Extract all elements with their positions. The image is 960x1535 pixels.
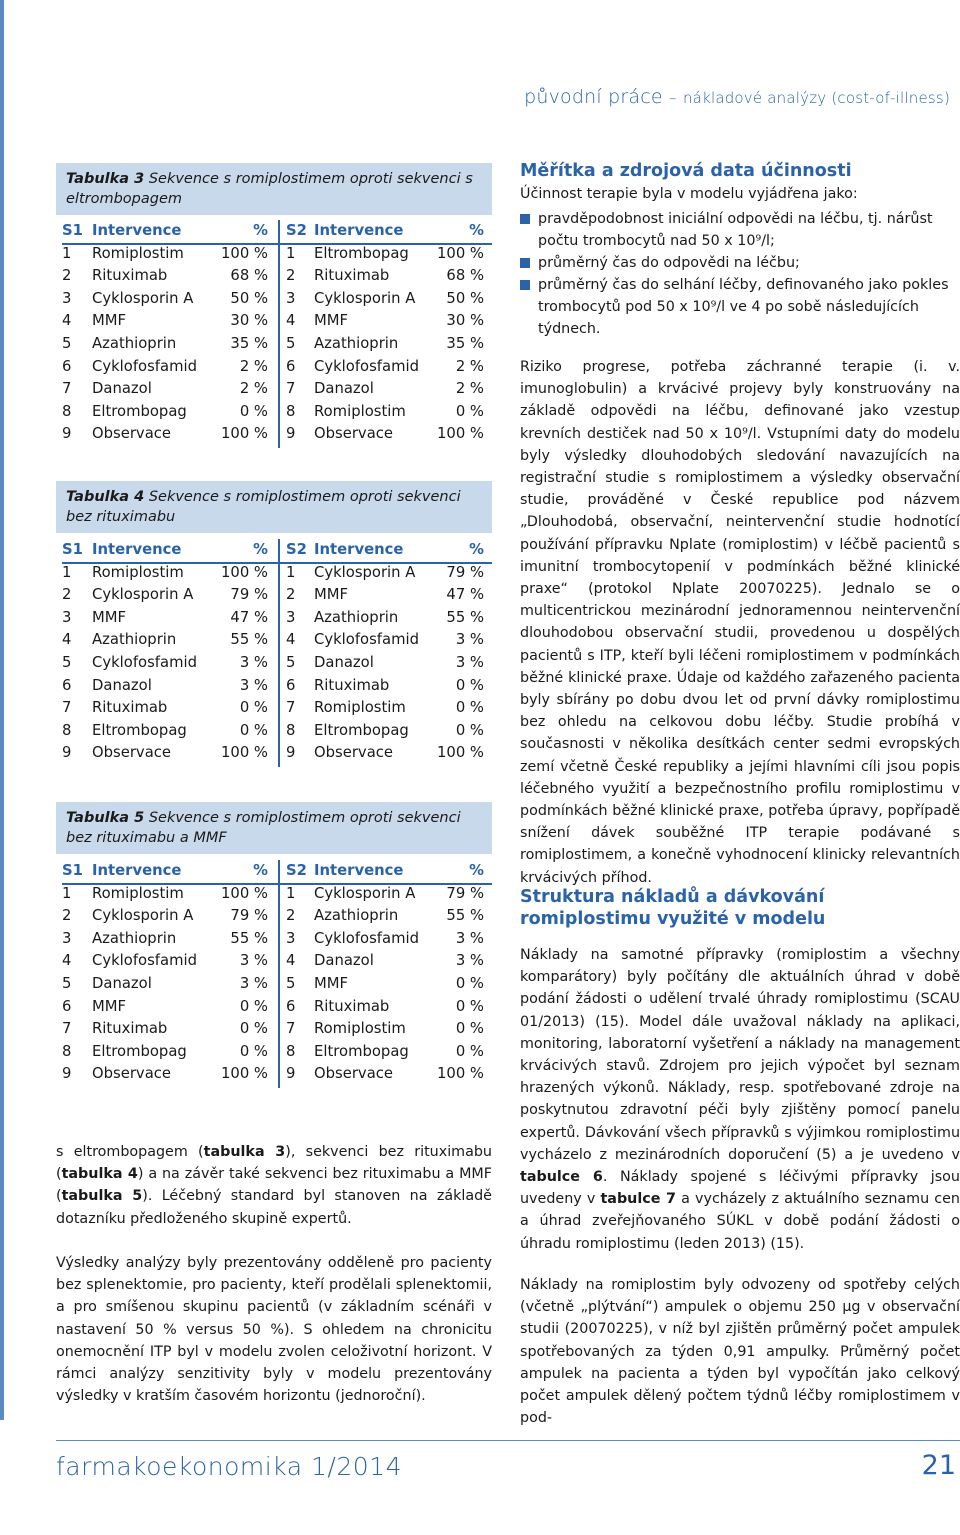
table-row xyxy=(62,652,484,675)
table-cell: 4 xyxy=(62,312,72,330)
page-number: 21 xyxy=(921,1450,956,1481)
table-cell: Rituximab xyxy=(92,267,168,285)
table-header-cell: % xyxy=(469,541,484,558)
table-cell: Eltrombopag xyxy=(314,721,409,739)
table3-header-rule-left xyxy=(62,243,282,245)
table-cell: 2 xyxy=(62,586,72,604)
table-cell: MMF xyxy=(314,586,349,604)
table-cell: Romiplostim xyxy=(92,244,184,262)
table-cell: 7 xyxy=(62,1020,72,1038)
table-cell: 9 xyxy=(286,425,296,443)
table-cell: 100 % xyxy=(220,563,268,581)
table-cell: 1 xyxy=(286,244,296,262)
table-cell: 3 % xyxy=(239,952,268,970)
table4-label: Tabulka 4 xyxy=(66,489,145,505)
table-cell: 2 % xyxy=(455,357,484,375)
table-cell: 79 % xyxy=(446,563,484,581)
table-cell: 100 % xyxy=(220,244,268,262)
table-cell: 6 xyxy=(62,676,72,694)
table-cell: Rituximab xyxy=(92,1020,168,1038)
table5-caption xyxy=(56,802,492,854)
table-row xyxy=(62,675,484,698)
table-cell: 3 % xyxy=(455,653,484,671)
table-cell: 1 xyxy=(286,563,296,581)
table-cell: Cyklosporin A xyxy=(92,289,194,307)
table-cell: Azathioprin xyxy=(314,334,399,352)
table-cell: 6 xyxy=(286,357,296,375)
table-cell: 3 % xyxy=(239,653,268,671)
ref-table3: tabulka 3 xyxy=(203,1144,286,1160)
header-dash: – xyxy=(669,89,677,107)
header-subsection: nákladové analýzy (cost-of-illness) xyxy=(682,89,950,107)
table-cell: 8 xyxy=(62,1042,72,1060)
page-header xyxy=(524,86,950,108)
table-row xyxy=(62,584,484,607)
table-cell: Azathioprin xyxy=(314,608,399,626)
table-cell: 1 xyxy=(62,563,72,581)
table-cell: MMF xyxy=(92,312,127,330)
table-header-cell: Intervence xyxy=(314,222,404,239)
table-cell: 5 xyxy=(62,974,72,992)
table-cell: 0 % xyxy=(455,974,484,992)
table-cell: 5 xyxy=(62,653,72,671)
bullet-item: průměrný čas do odpovědi na léčbu; xyxy=(520,252,960,274)
table4-divider xyxy=(278,539,280,767)
table-cell: 7 xyxy=(62,380,72,398)
footer-rule xyxy=(56,1440,960,1441)
table-cell: 2 xyxy=(286,907,296,925)
table-cell: Danazol xyxy=(314,952,374,970)
table-cell: 35 % xyxy=(230,334,268,352)
table-cell: MMF xyxy=(314,974,349,992)
table-cell: 0 % xyxy=(455,676,484,694)
table-cell: 9 xyxy=(62,744,72,762)
table-cell: 7 xyxy=(286,699,296,717)
table-cell: 6 xyxy=(286,676,296,694)
table-cell: 0 % xyxy=(455,699,484,717)
header-section: původní práce xyxy=(524,86,663,108)
table-row xyxy=(62,1063,484,1086)
table-cell: 3 xyxy=(286,608,296,626)
table-header-cell: Intervence xyxy=(92,222,182,239)
table-cell: Cyklofosfamid xyxy=(314,929,419,947)
table-cell: Azathioprin xyxy=(92,334,177,352)
table-header-row xyxy=(62,860,484,883)
table-row xyxy=(62,1018,484,1041)
table-header-cell: S2 xyxy=(286,541,307,558)
table-cell: 0 % xyxy=(239,1020,268,1038)
table-cell: 30 % xyxy=(446,312,484,330)
table-row xyxy=(62,562,484,585)
table-cell: 9 xyxy=(286,1065,296,1083)
table-row xyxy=(62,629,484,652)
table-cell: 79 % xyxy=(230,907,268,925)
table-cell: Azathioprin xyxy=(314,907,399,925)
table-cell: 7 xyxy=(286,380,296,398)
table-cell: 100 % xyxy=(220,425,268,443)
table-cell: Eltrombopag xyxy=(92,402,187,420)
table4-header-rule-right xyxy=(278,562,492,564)
table-cell: 0 % xyxy=(455,1020,484,1038)
table-row xyxy=(62,288,484,311)
table-cell: 50 % xyxy=(446,289,484,307)
table-cell: 1 xyxy=(62,244,72,262)
table3 xyxy=(62,220,484,446)
table-cell: 2 % xyxy=(239,380,268,398)
table-cell: Eltrombopag xyxy=(92,1042,187,1060)
table4-header-rule-left xyxy=(62,562,282,564)
ref-table4: tabulka 4 xyxy=(61,1166,138,1183)
table-row xyxy=(62,356,484,379)
bullet-square-icon xyxy=(520,258,530,268)
heading-cost-structure: Struktura nákladů a dávkování romiplostimu využité v modelu xyxy=(520,887,826,929)
table-cell: 8 xyxy=(62,402,72,420)
table-header-cell: % xyxy=(469,862,484,879)
table-cell: 4 xyxy=(62,631,72,649)
table-cell: Observace xyxy=(92,744,171,762)
table-cell: 8 xyxy=(286,721,296,739)
left-accent-bar xyxy=(0,0,4,1420)
table-cell: Azathioprin xyxy=(92,929,177,947)
table-cell: Cyklosporin A xyxy=(314,884,416,902)
left-paragraph-1: s eltrombopagem (tabulka 3), sekvenci bez rituximabu (tabulka 4) a na závěr také sekvenci bez rituximabu a MMF (tabulka 5). Léčebný standard byl stanoven na základě dotazníku předloženého skupině expertů. xyxy=(56,1144,492,1227)
table-cell: Danazol xyxy=(92,380,152,398)
table-row xyxy=(62,928,484,951)
table-cell: Cyklofosfamid xyxy=(92,952,197,970)
table-cell: Danazol xyxy=(314,653,374,671)
table-cell: Cyklofosfamid xyxy=(314,631,419,649)
table-cell: 0 % xyxy=(455,721,484,739)
table-cell: Cyklosporin A xyxy=(314,563,416,581)
table-header-cell: S2 xyxy=(286,862,307,879)
table-cell: 4 xyxy=(286,312,296,330)
table3-title: Sekvence s romiplostimem oproti sekvenci s eltrombopagem xyxy=(66,171,473,207)
table-cell: 50 % xyxy=(230,289,268,307)
table-cell: 7 xyxy=(62,699,72,717)
table-cell: Observace xyxy=(314,1065,393,1083)
table-cell: Romiplostim xyxy=(92,563,184,581)
table-cell: 3 xyxy=(62,289,72,307)
table-cell: 3 % xyxy=(239,974,268,992)
table-row xyxy=(62,310,484,333)
table-row xyxy=(62,697,484,720)
table-cell: 0 % xyxy=(455,402,484,420)
table-header-row xyxy=(62,220,484,243)
table-row xyxy=(62,423,484,446)
table-cell: 4 xyxy=(62,952,72,970)
table-cell: 2 xyxy=(62,267,72,285)
table-cell: Romiplostim xyxy=(314,402,406,420)
table4-caption xyxy=(56,481,492,533)
efficacy-intro: Účinnost terapie byla v modelu vyjádřena jako: xyxy=(520,186,858,202)
table-cell: MMF xyxy=(92,608,127,626)
table-cell: Romiplostim xyxy=(92,884,184,902)
table-cell: 3 % xyxy=(239,676,268,694)
table-cell: Observace xyxy=(314,425,393,443)
ref-table5: tabulka 5 xyxy=(61,1188,143,1205)
table-cell: 100 % xyxy=(220,884,268,902)
ref-table7: tabulce 7 xyxy=(600,1191,676,1208)
table-cell: 47 % xyxy=(446,586,484,604)
bullet-square-icon xyxy=(520,214,530,224)
table-row xyxy=(62,243,484,266)
table-cell: 3 xyxy=(286,929,296,947)
table4-title: Sekvence s romiplostimem oproti sekvenci bez rituximabu xyxy=(66,489,461,525)
table-cell: Observace xyxy=(92,1065,171,1083)
table-cell: 5 xyxy=(286,334,296,352)
table-cell: 2 xyxy=(62,907,72,925)
table-cell: 68 % xyxy=(446,267,484,285)
table-row xyxy=(62,401,484,424)
table-header-cell: Intervence xyxy=(314,541,404,558)
ref-table6: tabulce 6 xyxy=(520,1169,603,1186)
table-row xyxy=(62,973,484,996)
table-row xyxy=(62,905,484,928)
heading-efficacy: Měřítka a zdrojová data účinnosti xyxy=(520,161,852,181)
table5-label: Tabulka 5 xyxy=(66,810,145,826)
table-header-cell: S2 xyxy=(286,222,307,239)
table-cell: 0 % xyxy=(239,1042,268,1060)
table-cell: 3 xyxy=(62,608,72,626)
table-cell: Cyklofosfamid xyxy=(92,357,197,375)
left-paragraph-2: Výsledky analýzy byly prezentovány odděleně pro pacienty bez splenektomie, pro pacienty, kteří prodělali splenektomii, a pro smíšenou skupinu pacientů (v základním scénáři v nastavení 50 % versus 50 %). S ohledem na chronicitu onemocnění ITP byl v modelu zvolen celoživotní horizont. V rámci analýzy senzitivity byly v modelu prezentovány výsledky v kratším časovém horizontu (jednoroční). xyxy=(56,1255,492,1405)
table-cell: Cyklofosfamid xyxy=(314,357,419,375)
right-paragraph-2: Náklady na samotné přípravky (romiplostim a všechny komparátory) byly počítány dle aktuálních úhrad v době podání žádosti o udělení trvalé úhrady romiplostimu (SCAU 01/2013) (15). Model dále uvažoval náklady na aplikaci, monitoring, laboratorní vyšetření a náklady na management krvácivých stavů. Zdrojem pro jejich výpočet byl seznam hrazených výkonů. Náklady, resp. spotřebované zdroje na poskytnutou zdravotní péči byly zjištěny pomocí panelu expertů. Dávkování všech přípravků s výjimkou romiplostimu vycházelo z mezinárodních doporučení (5) a je uvedeno v tabulce 6. Náklady spojené s léčivými přípravky jsou uvedeny v tabulce 7 a vycházely z aktuálního seznamu cen a úhrad zveřejňovaného SÚKL v době podání žádosti o úhradu romiplostimu (leden 2013) (15). xyxy=(520,947,960,1252)
table-cell: 55 % xyxy=(446,907,484,925)
table-cell: 8 xyxy=(62,721,72,739)
table-cell: MMF xyxy=(314,312,349,330)
table-cell: 1 xyxy=(286,884,296,902)
table3-divider xyxy=(278,220,280,448)
table-header-cell: % xyxy=(469,222,484,239)
table-cell: 4 xyxy=(286,631,296,649)
table4 xyxy=(62,539,484,765)
table-cell: 3 xyxy=(286,289,296,307)
table-cell: Danazol xyxy=(92,676,152,694)
table-cell: 3 % xyxy=(455,952,484,970)
table-header-cell: % xyxy=(253,541,268,558)
table-cell: 6 xyxy=(62,357,72,375)
table-row xyxy=(62,883,484,906)
table-cell: Romiplostim xyxy=(314,1020,406,1038)
table-cell: 5 xyxy=(286,974,296,992)
table-cell: Rituximab xyxy=(314,267,390,285)
table-cell: Observace xyxy=(314,744,393,762)
table-cell: 0 % xyxy=(239,402,268,420)
table-cell: 0 % xyxy=(455,1042,484,1060)
table-cell: 2 % xyxy=(239,357,268,375)
table-cell: 79 % xyxy=(230,586,268,604)
table-cell: 100 % xyxy=(436,244,484,262)
table-cell: 55 % xyxy=(230,631,268,649)
table-row xyxy=(62,720,484,743)
table-cell: 9 xyxy=(62,425,72,443)
table-cell: 8 xyxy=(286,1042,296,1060)
table-cell: 9 xyxy=(62,1065,72,1083)
table3-caption xyxy=(56,163,492,215)
table-cell: 1 xyxy=(62,884,72,902)
table-cell: Romiplostim xyxy=(314,699,406,717)
table-cell: 47 % xyxy=(230,608,268,626)
table-cell: 3 % xyxy=(455,631,484,649)
efficacy-bullet-list xyxy=(520,208,960,340)
table-cell: Cyklosporin A xyxy=(92,907,194,925)
footer-journal-name: farmakoekonomika 1/2014 xyxy=(56,1452,402,1481)
table-row xyxy=(62,333,484,356)
table5-divider xyxy=(278,860,280,1088)
table-cell: 3 % xyxy=(455,929,484,947)
table-cell: 2 xyxy=(286,586,296,604)
table-cell: MMF xyxy=(92,997,127,1015)
table-row xyxy=(62,265,484,288)
bullet-square-icon xyxy=(520,280,530,290)
right-paragraph-3: Náklady na romiplostim byly odvozeny od spotřeby celých (včetně „plýtvání“) ampulek o objemu 250 µg v observační studii (20070225), v níž byl zjištěn průměrný počet ampulek spotřebovaných za týden 0,91 ampulky. Průměrný počet ampulek na pacienta a týden byl vypočítán jako celkový počet ampulek dělený počtem týdnů léčby romiplostimem v pod- xyxy=(520,1277,960,1427)
table-cell: 30 % xyxy=(230,312,268,330)
right-paragraph-1: Riziko progrese, potřeba záchranné terapie (i. v. imunoglobulin) a krvácivé projevy byly konstruovány na základě odpovědi na léčbu, definované jako vzestup krevních destiček nad 50 x 10⁹/l. Vstupními daty do modelu byly výsledky dlouhodobých sledování navazujících na registrační studie s romiplostimem a výsledky observační studie, prováděné v České republice pod názvem „Dlouhodobá, observační, neintervenční studie hodnotící používání přípravku Nplate (romiplostim) v léčbě pacientů s imunitní trombocytopenií v podmínkách běžné klinické praxe“ (protokol Nplate 20070225). Jednalo se o multicentrickou mezinárodní jednoramennou neintervenční dlouhodobou observační studii, provedenou u dospělých pacientů s ITP, kteří byli léčeni romiplostimem v podmínkách běžné klinické praxe. Údaje od každého zařazeného pacienta byly sbírány po dobu dvou let od první dávky romiplostimu bez ohledu na celkovou dobu léčby. Studie probíhá v současnosti v několika desítkách center sedmi evropských zemí včetně České republiky a jejími hlavními cíli jsou popis léčebného využití a bezpečnostního profilu romiplostimu v podmínkách běžné klinické praxe, potřeba úpravy, popřípadě snížení dávek souběžné ITP terapie podávané s romiplostimem, a konečně vyhodnocení klinicky relevantních krvácivých příhod. xyxy=(520,359,960,886)
table-header-row xyxy=(62,539,484,562)
table-cell: 7 xyxy=(286,1020,296,1038)
table-cell: 0 % xyxy=(239,721,268,739)
table5-header-rule-left xyxy=(62,883,282,885)
table-cell: Azathioprin xyxy=(92,631,177,649)
table-cell: 2 xyxy=(286,267,296,285)
table-header-cell: Intervence xyxy=(92,862,182,879)
table-row xyxy=(62,607,484,630)
table-cell: Rituximab xyxy=(92,699,168,717)
table-cell: 100 % xyxy=(436,1065,484,1083)
table-row xyxy=(62,950,484,973)
table5-header-rule-right xyxy=(278,883,492,885)
table-header-cell: Intervence xyxy=(314,862,404,879)
table-cell: 5 xyxy=(286,653,296,671)
table-cell: 6 xyxy=(62,997,72,1015)
table-header-cell: % xyxy=(253,862,268,879)
table-cell: 0 % xyxy=(239,997,268,1015)
table-cell: 0 % xyxy=(239,699,268,717)
bullet-item: průměrný čas do selhání léčby, definovaného jako pokles trombocytů pod 50 x 10⁹/l ve 4 po sobě následujících týdnech. xyxy=(520,274,960,340)
table-header-cell: S1 xyxy=(62,222,83,239)
table-cell: 100 % xyxy=(220,1065,268,1083)
table-cell: 35 % xyxy=(446,334,484,352)
table-row xyxy=(62,378,484,401)
table-cell: 4 xyxy=(286,952,296,970)
table-cell: Rituximab xyxy=(314,997,390,1015)
table-row xyxy=(62,742,484,765)
table-cell: 55 % xyxy=(446,608,484,626)
table3-label: Tabulka 3 xyxy=(66,171,145,187)
table3-header-rule-right xyxy=(278,243,492,245)
table-cell: Eltrombopag xyxy=(314,1042,409,1060)
table-cell: Eltrombopag xyxy=(314,244,409,262)
table-cell: Cyklosporin A xyxy=(92,586,194,604)
bullet-item: pravděpodobnost iniciální odpovědi na léčbu, tj. nárůst počtu trombocytů nad 50 x 10⁹/l; xyxy=(520,208,960,252)
table-header-cell: % xyxy=(253,222,268,239)
table-row xyxy=(62,1041,484,1064)
table-cell: 5 xyxy=(62,334,72,352)
table-header-cell: S1 xyxy=(62,862,83,879)
table-cell: 2 % xyxy=(455,380,484,398)
table-cell: 68 % xyxy=(230,267,268,285)
table-cell: 100 % xyxy=(436,425,484,443)
table-row xyxy=(62,996,484,1019)
table-cell: 79 % xyxy=(446,884,484,902)
table-cell: Cyklofosfamid xyxy=(92,653,197,671)
table-cell: 0 % xyxy=(455,997,484,1015)
table-cell: Observace xyxy=(92,425,171,443)
table-header-cell: Intervence xyxy=(92,541,182,558)
table5-title: Sekvence s romiplostimem oproti sekvenci bez rituximabu a MMF xyxy=(66,810,461,846)
table-cell: Danazol xyxy=(314,380,374,398)
table-header-cell: S1 xyxy=(62,541,83,558)
table-cell: Cyklosporin A xyxy=(314,289,416,307)
table5 xyxy=(62,860,484,1086)
table-cell: 9 xyxy=(286,744,296,762)
table-cell: Danazol xyxy=(92,974,152,992)
table-cell: 3 xyxy=(62,929,72,947)
table-cell: Eltrombopag xyxy=(92,721,187,739)
table-cell: 100 % xyxy=(436,744,484,762)
table-cell: 8 xyxy=(286,402,296,420)
table-cell: Rituximab xyxy=(314,676,390,694)
table-cell: 55 % xyxy=(230,929,268,947)
table-cell: 100 % xyxy=(220,744,268,762)
table-cell: 6 xyxy=(286,997,296,1015)
